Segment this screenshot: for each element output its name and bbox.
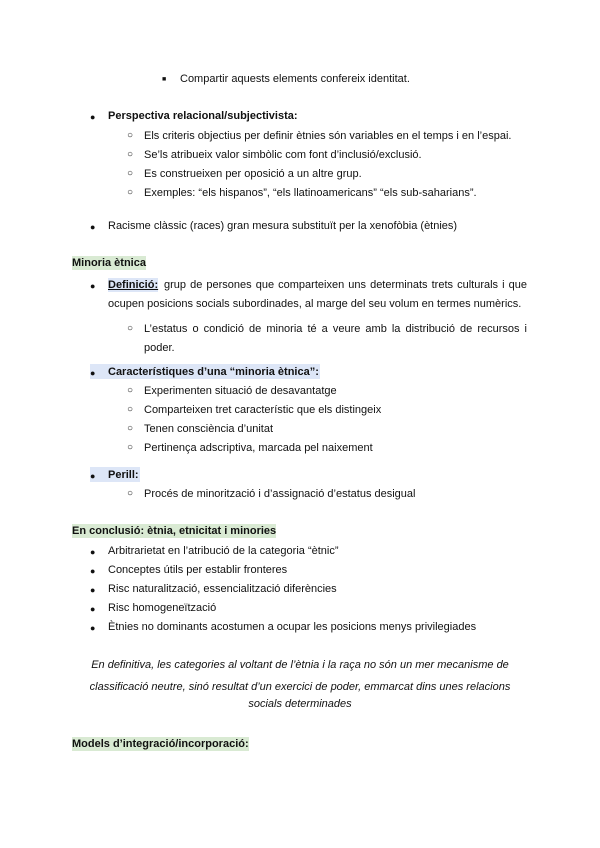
bullet-icon: ●: [90, 281, 96, 291]
bullet-icon: ●: [90, 547, 96, 557]
quote-line1: En definitiva, les categories al voltant de l’ètnia i la raça no són un mer mecanisme de: [91, 659, 509, 671]
caracteristica-item: Tenen consciència d’unitat: [144, 423, 274, 435]
bullet-icon: ●: [90, 368, 96, 378]
square-bullet-icon: ■: [162, 76, 167, 83]
bullet-icon: ●: [90, 604, 96, 614]
conclusio-heading: En conclusió: ètnia, etnicitat i minories: [72, 525, 277, 537]
circle-bullet-icon: ○: [127, 323, 134, 334]
bullet-icon: ●: [90, 471, 96, 481]
perill-item: Procés de minorització i d’assignació d’estatus desigual: [144, 488, 416, 500]
circle-bullet-icon: ○: [127, 423, 134, 434]
minoria-heading: Minoria ètnica: [72, 257, 146, 269]
caracteristica-item: Pertinença adscriptiva, marcada pel naixement: [144, 442, 373, 454]
circle-bullet-icon: ○: [127, 442, 134, 453]
conclusio-item: Ètnies no dominants acostumen a ocupar les posicions menys privilegiades: [108, 621, 477, 633]
conclusio-item: Risc naturalització, essencialització diferències: [108, 583, 337, 595]
conclusio-item: Arbitrarietat en l’atribució de la categoria “ètnic”: [108, 545, 339, 557]
bullet-icon: ●: [90, 623, 96, 633]
perspectiva-item: Exemples: “els hispanos”, “els llatinoamericans” “els sub-saharians”.: [144, 187, 477, 199]
perill-title: Perill:: [108, 469, 139, 481]
estatus-line1: L’estatus o condició de minoria té a veure amb la distribució de recursos i: [144, 323, 527, 335]
circle-bullet-icon: ○: [127, 187, 134, 198]
circle-bullet-icon: ○: [127, 385, 134, 396]
bullet-icon: ●: [90, 112, 96, 122]
bullet-icon: ●: [90, 585, 96, 595]
circle-bullet-icon: ○: [127, 149, 134, 160]
quote-line3: socials determinades: [248, 698, 352, 710]
conclusio-item: Risc homogeneïtzació: [108, 602, 217, 614]
bullet-icon: ●: [90, 566, 96, 576]
top-item: Compartir aquests elements confereix identitat.: [180, 73, 410, 85]
models-heading: Models d’integració/incorporació:: [72, 738, 249, 750]
perspectiva-item: Es construeixen per oposició a un altre grup.: [144, 168, 362, 180]
perspectiva-item: Els criteris objectius per definir ètnies són variables en el temps i en l’espai.: [144, 130, 512, 142]
circle-bullet-icon: ○: [127, 168, 134, 179]
circle-bullet-icon: ○: [127, 404, 134, 415]
circle-bullet-icon: ○: [127, 488, 134, 499]
perspectiva-item: Se’ls atribueix valor simbòlic com font d’inclusió/exclusió.: [144, 149, 422, 161]
bullet-icon: ●: [90, 222, 96, 232]
definicio-line2: ocupen posicions socials subordinades, al marge del seu volum en termes numèrics.: [108, 298, 522, 310]
definicio-line1: grup de persones que comparteixen uns determinats trets culturals i que: [164, 279, 527, 291]
caracteristica-item: Comparteixen tret característic que els distingeix: [144, 404, 382, 416]
caracteristica-item: Experimenten situació de desavantatge: [144, 385, 337, 397]
conclusio-item: Conceptes útils per establir fronteres: [108, 564, 288, 576]
quote-line2: classificació neutre, sinó resultat d’un exercici de poder, emmarcat dins unes relacions: [89, 681, 511, 693]
circle-bullet-icon: ○: [127, 130, 134, 141]
definicio-label: Definició:: [108, 279, 159, 291]
racisme-item: Racisme clàssic (races) gran mesura substituït per la xenofòbia (ètnies): [108, 220, 458, 232]
estatus-line2: poder.: [144, 342, 175, 354]
caracteristiques-title: Característiques d’una “minoria ètnica”:: [108, 366, 319, 378]
perspectiva-title: Perspectiva relacional/subjectivista:: [108, 110, 298, 122]
